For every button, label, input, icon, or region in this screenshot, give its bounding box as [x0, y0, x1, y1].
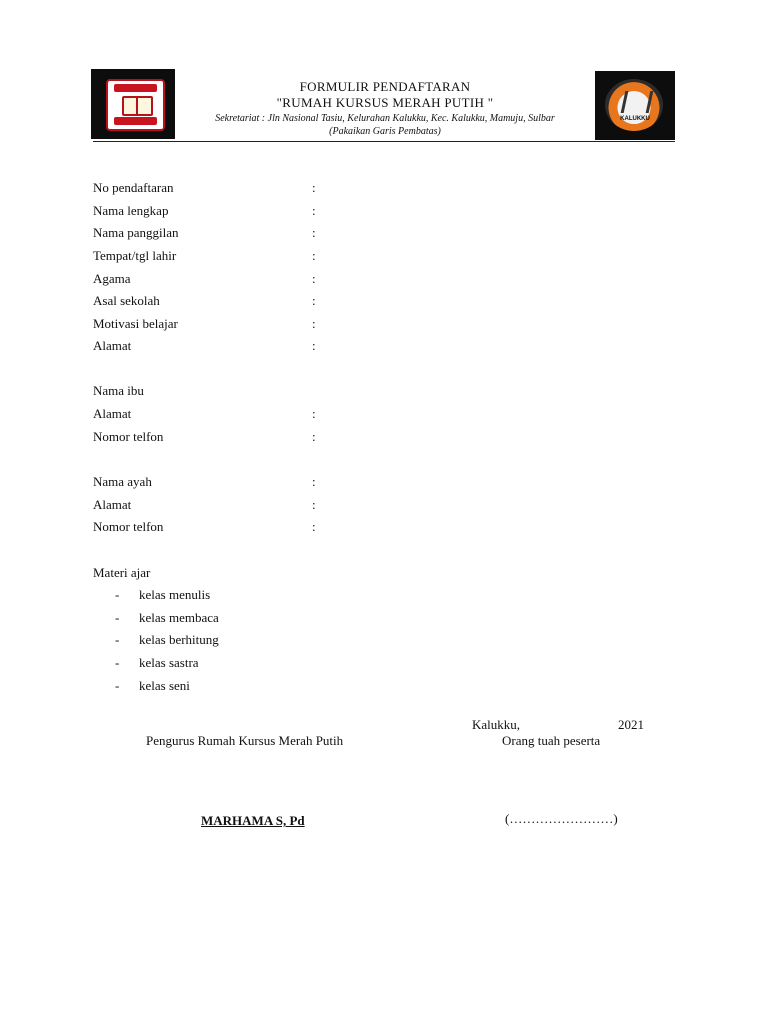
field-separator: : [312, 180, 316, 195]
organization-title: "RUMAH KURSUS MERAH PUTIH " [276, 95, 494, 110]
dancer-figure-icon [621, 91, 654, 113]
field-label: Nama ayah [93, 474, 152, 489]
list-item: kelas berhitung [139, 632, 219, 647]
list-item: kelas sastra [139, 655, 199, 670]
list-bullet: - [115, 610, 120, 625]
emblem-ribbon-top [114, 84, 157, 92]
signature-right-name: (……………………) [505, 811, 618, 826]
field-label: Agama [93, 271, 131, 286]
signature-left-name: MARHAMA S, Pd [201, 813, 305, 828]
sanggar-emblem-icon [605, 79, 663, 131]
field-label: Nomor telfon [93, 429, 164, 444]
field-separator: : [312, 497, 316, 512]
field-label: Alamat [93, 406, 132, 421]
logo-right [595, 71, 675, 140]
field-separator: : [312, 474, 316, 489]
field-separator: : [312, 429, 316, 444]
signature-left-role: Pengurus Rumah Kursus Merah Putih [146, 733, 344, 748]
field-label: Nama panggilan [93, 225, 179, 240]
book-emblem-icon [106, 79, 165, 131]
emblem-ribbon-bottom [114, 117, 157, 125]
field-separator: : [312, 225, 316, 240]
list-bullet: - [115, 678, 120, 693]
field-label: Motivasi belajar [93, 316, 178, 331]
field-separator: : [312, 519, 316, 534]
field-label: Asal sekolah [93, 293, 160, 308]
form-title: FORMULIR PENDAFTARAN [299, 79, 471, 94]
field-separator: : [312, 248, 316, 263]
field-separator: : [312, 293, 316, 308]
signature-year: 2021 [618, 717, 644, 732]
field-separator: : [312, 271, 316, 286]
header-divider [93, 141, 675, 142]
logo-right-label: KALUKKU [620, 116, 650, 122]
list-item: kelas membaca [139, 610, 219, 625]
secretariat-address: Sekretariat : Jln Nasional Tasiu, Kelurahan Kalukku, Kec. Kalukku, Mamuju, Sulbar [215, 113, 555, 124]
signature-right-role: Orang tuah peserta [502, 733, 601, 748]
open-book-icon [122, 96, 153, 116]
field-separator: : [312, 316, 316, 331]
field-label: Nama ibu [93, 383, 144, 398]
header-note: (Pakaikan Garis Pembatas) [329, 126, 441, 137]
list-item: kelas menulis [139, 587, 211, 602]
signature-place: Kalukku, [472, 717, 521, 732]
list-bullet: - [115, 632, 120, 647]
field-separator: : [312, 406, 316, 421]
list-item: kelas seni [139, 678, 190, 693]
field-label: Nama lengkap [93, 203, 169, 218]
field-label: No pendaftaran [93, 180, 174, 195]
materi-title: Materi ajar [93, 565, 151, 580]
field-label: Alamat [93, 338, 132, 353]
logo-left [91, 69, 175, 139]
field-separator: : [312, 338, 316, 353]
field-label: Nomor telfon [93, 519, 164, 534]
list-bullet: - [115, 587, 120, 602]
field-separator: : [312, 203, 316, 218]
list-bullet: - [115, 655, 120, 670]
field-label: Alamat [93, 497, 132, 512]
field-label: Tempat/tgl lahir [93, 248, 177, 263]
